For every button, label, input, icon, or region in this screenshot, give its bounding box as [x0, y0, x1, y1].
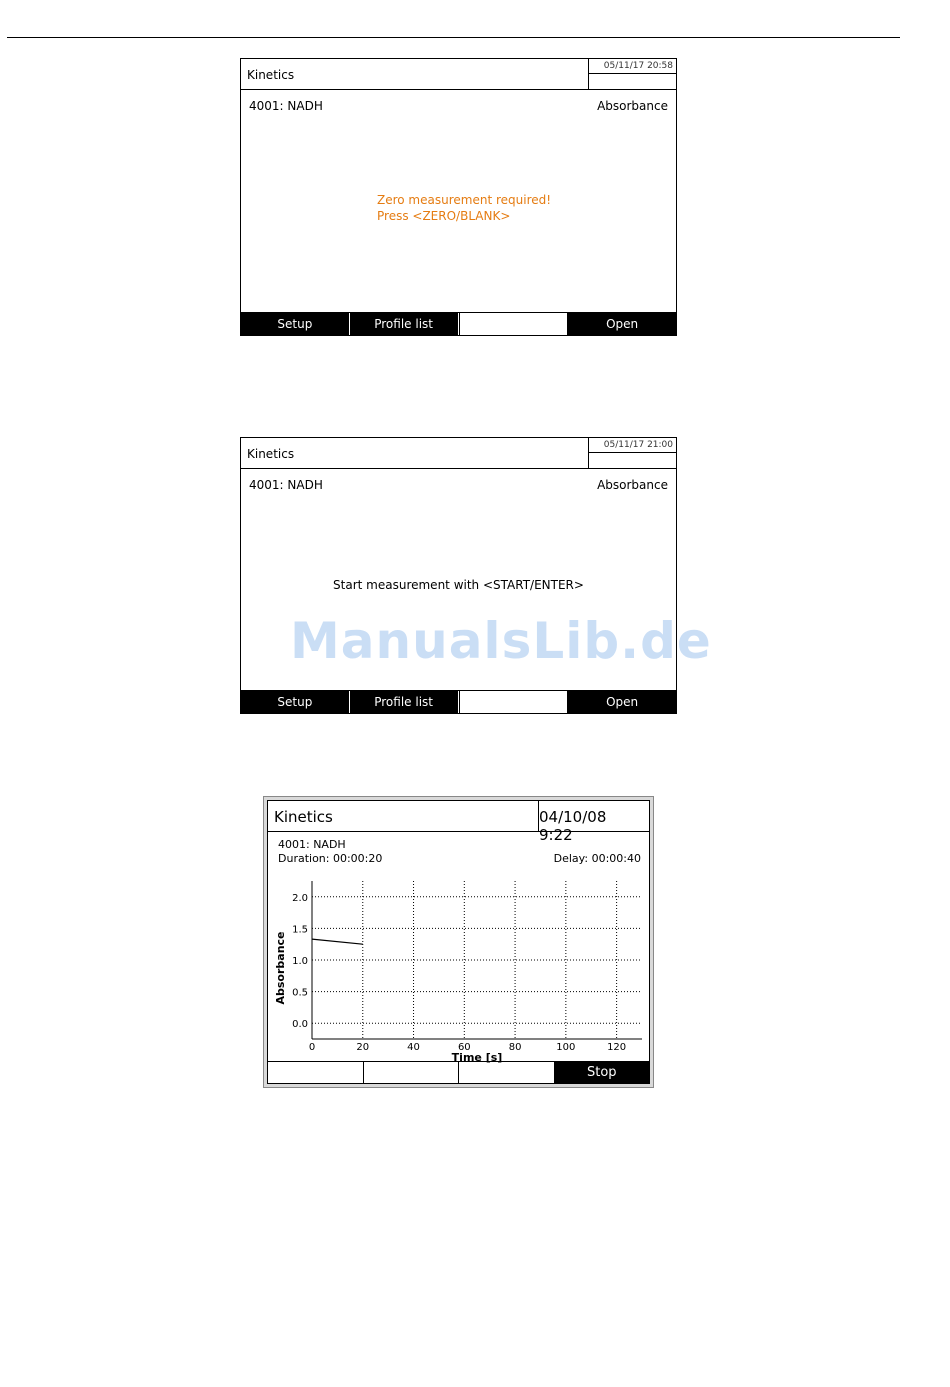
x-tick-label: 40 [407, 1042, 420, 1053]
x-tick-label: 80 [508, 1042, 522, 1053]
x-tick-label: 60 [457, 1042, 471, 1053]
x-tick-label: 20 [356, 1042, 370, 1053]
date-box [588, 438, 676, 468]
softkey-bar [268, 1061, 649, 1083]
absorbance-chart [270, 875, 650, 1067]
method-label: 4001: NADH [278, 838, 346, 851]
title-bar [241, 59, 676, 90]
open-softkey[interactable]: Open [568, 313, 676, 335]
measurement-mode: Absorbance [597, 478, 668, 492]
datetime-display: 05/11/17 21:00 [603, 440, 673, 450]
page-top-rule [7, 37, 900, 38]
screen-inner [267, 800, 650, 1084]
y-tick-label: 1.5 [292, 924, 308, 936]
kinetics-screen-measuring [263, 796, 654, 1088]
series-line [312, 939, 363, 944]
method-label: 4001: NADH [249, 478, 323, 492]
setup-softkey[interactable]: Setup [241, 691, 350, 713]
zero-required-message [377, 192, 551, 224]
datetime-display: 05/11/17 20:58 [603, 61, 673, 71]
profile-list-softkey[interactable]: Profile list [350, 691, 459, 713]
kinetics-screen-start [240, 437, 677, 714]
softkey-bar [241, 690, 676, 713]
profile-list-softkey[interactable]: Profile list [350, 313, 459, 335]
y-tick-label: 0.0 [292, 1019, 308, 1031]
empty-softkey-2[interactable] [364, 1062, 460, 1083]
message-line-1: Zero measurement required! [377, 193, 552, 207]
datetime-display: 04/10/08 9:22 [539, 808, 607, 844]
start-measurement-message: Start measurement with <START/ENTER> [333, 578, 584, 592]
y-axis-label: Absorbance [274, 931, 287, 1005]
stop-softkey[interactable]: Stop [555, 1062, 650, 1083]
date-box [538, 801, 649, 844]
date-box [588, 59, 676, 89]
title-bar [268, 801, 649, 844]
duration-label: Duration: 00:00:20 [278, 852, 383, 865]
empty-softkey[interactable] [459, 313, 569, 335]
softkey-bar [241, 312, 676, 335]
y-tick-label: 0.5 [292, 987, 308, 999]
y-tick-label: 2.0 [292, 892, 308, 904]
kinetics-screen-zero-required [240, 58, 677, 336]
chart-series [312, 939, 363, 944]
x-tick-label: 120 [607, 1042, 627, 1053]
screen-title: Kinetics [247, 447, 295, 461]
open-softkey[interactable]: Open [568, 691, 676, 713]
title-bar [241, 438, 676, 469]
y-tick-label: 1.0 [292, 956, 308, 967]
screen-title: Kinetics [274, 808, 333, 826]
x-tick-label: 0 [308, 1042, 316, 1053]
delay-label: Delay: 00:00:40 [553, 852, 641, 865]
x-tick-label: 100 [556, 1042, 576, 1053]
empty-softkey[interactable] [459, 691, 569, 713]
screen-title: Kinetics [247, 68, 295, 82]
x-axis-label: Time [s] [451, 1051, 503, 1064]
watermark: ManualsLib.de [290, 612, 712, 670]
method-label: 4001: NADH [249, 99, 323, 113]
chart-ticks [292, 893, 626, 1053]
message-line-2: Press <ZERO/BLANK> [377, 209, 511, 223]
empty-softkey-1[interactable] [268, 1062, 364, 1083]
setup-softkey[interactable]: Setup [241, 313, 350, 335]
chart-grid [312, 881, 642, 1039]
empty-softkey-3[interactable] [459, 1062, 555, 1083]
measurement-mode: Absorbance [597, 99, 668, 113]
